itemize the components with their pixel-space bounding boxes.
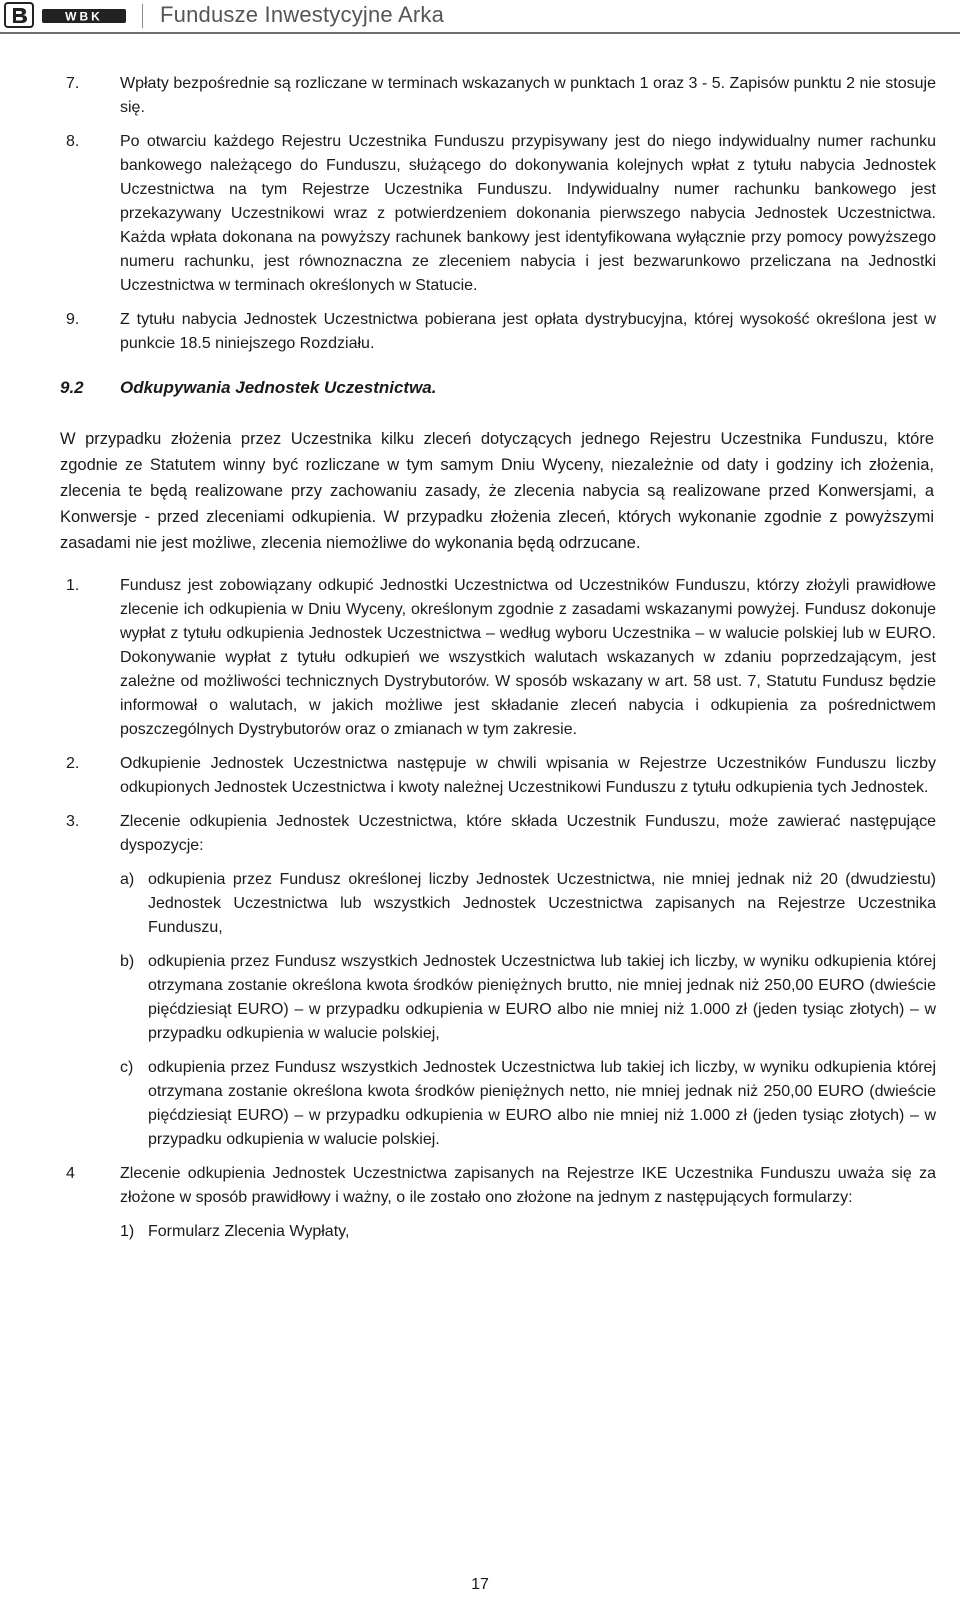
sub-item-1 (60, 1220, 936, 1244)
item-number: 7. (66, 75, 80, 92)
page-number: 17 (471, 1576, 489, 1593)
sub-item-c (60, 1056, 936, 1152)
item-number: 4 (66, 1165, 75, 1182)
item-text: Odkupienie Jednostek Uczestnictwa następuje w chwili wpisania w Rejestrze Uczestników Funduszu liczby odkupionych Jednostek Uczestnictwa i kwoty należnej Uczestnikowi Funduszu z tytułu odkupienia tych Jednostek. (120, 755, 936, 796)
document-body (60, 72, 936, 1254)
item-text: Zlecenie odkupienia Jednostek Uczestnictwa, które składa Uczestnik Funduszu, może zawierać następujące dyspozycje: (120, 813, 936, 854)
item-text: Fundusz jest zobowiązany odkupić Jednostki Uczestnictwa od Uczestników Funduszu, którzy złożyli prawidłowe zlecenie ich odkupienia w Dniu Wyceny, określonym zgodnie z zasadami wskazanymi powyżej. Fundusz dokonuje wypłat z tytułu odkupienia Jednostek Uczestnictwa – według wyboru Uczestnika – w walucie polskiej lub w EURO. Dokonywanie wypłat z tytułu odkupień we wszystkich walutach wskazanych w zdaniu poprzedzającym, jest zależne od możliwości technicznych Dystrybutorów. W sposób wskazany w art. 58 ust. 7, Statutu Fundusz będzie informował o walutach, w jakich możliwe jest składanie zleceń nabycia i odkupienia za pośrednictwem poszczególnych Dystrybutorów oraz o zmianach w tym zakresie. (120, 577, 936, 738)
section-heading (60, 376, 936, 400)
item-number: 2. (66, 755, 80, 772)
page-header (0, 0, 960, 32)
sub-item-text: odkupienia przez Fundusz określonej liczby Jednostek Uczestnictwa, nie mniej jednak niż 20 (dwudziestu) Jednostek Uczestnictwa lub wszystkich Jednostek Uczestnictwa zapisanych na Rejestrze Uczestnika Funduszu, (148, 871, 936, 936)
bank-logo-icon (4, 2, 34, 28)
item-number: 1. (66, 577, 80, 594)
sub-item-b (60, 950, 936, 1046)
item-text: Zlecenie odkupienia Jednostek Uczestnictwa zapisanych na Rejestrze IKE Uczestnika Funduszu uważa się za złożone w sposób prawidłowy i ważny, o ile zostało ono złożone na jednym z następujących formularzy: (120, 1165, 936, 1206)
list-item-3 (60, 810, 936, 858)
intro-paragraph: W przypadku złożenia przez Uczestnika kilku zleceń dotyczących jednego Rejestru Uczestnika Funduszu, które zgodnie ze Statutem winny być rozliczane w tym samym Dniu Wyceny, niezależnie od daty i godziny ich złożenia, zlecenia te będą realizowane przy zachowaniu zasady, że zlecenia nabycia są realizowane przed Konwersjami, a Konwersje - przed zleceniami odkupienia. W przypadku złożenia zleceń, których wykonanie zgodnie z powyższymi zasadami nie jest możliwe, zlecenia niemożliwe do wykonania będą odrzucane. (60, 430, 934, 552)
item-text: Wpłaty bezpośrednie są rozliczane w terminach wskazanych w punktach 1 oraz 3 - 5. Zapisów punktu 2 nie stosuje się. (120, 75, 936, 116)
sub-item-letter: c) (120, 1059, 134, 1076)
sub-item-letter: a) (120, 871, 135, 888)
sub-item-text: odkupienia przez Fundusz wszystkich Jednostek Uczestnictwa lub takiej ich liczby, w wyniku odkupienia której otrzymana zostanie określona kwota środków pieniężnych brutto, nie mniej jednak niż 250,00 EURO (dwieście pięćdziesiąt EURO) – w przypadku odkupienia w EURO albo nie mniej niż 1.000 zł (jeden tysiąc złotych) – w przypadku odkupienia w walucie polskiej, (148, 953, 936, 1042)
list-item-9 (60, 308, 936, 356)
item-text: Z tytułu nabycia Jednostek Uczestnictwa pobierana jest opłata dystrybucyjna, której wysokość określona jest w punkcie 18.5 niniejszego Rozdziału. (120, 311, 936, 352)
section-title: Odkupywania Jednostek Uczestnictwa. (120, 378, 437, 397)
item-text: Po otwarciu każdego Rejestru Uczestnika Funduszu przypisywany jest do niego indywidualny numer rachunku bankowego należącego do Funduszu, służącego do dokonywania kolejnych wpłat z tytułu nabycia Jednostek Uczestnictwa na tym Rejestrze Uczestnika Funduszu. Indywidualny numer rachunku bankowego jest przekazywany Uczestnikowi wraz z potwierdzeniem dokonania pierwszego nabycia Jednostek Uczestnictwa. Każda wpłata dokonana na powyższy rachunek bankowy jest identyfikowana wyłącznie przy pomocy powyższego numeru rachunku, jest równoznaczna ze zleceniem nabycia i jest bezwarunkowo przeliczana na Jednostki Uczestnictwa w terminach określonych w Statucie. (120, 133, 936, 294)
header-rule (0, 32, 960, 34)
list-item-4 (60, 1162, 936, 1210)
item-number: 9. (66, 311, 80, 328)
svg-text:WBK: WBK (65, 9, 103, 24)
item-number: 3. (66, 813, 80, 830)
list-item-7 (60, 72, 936, 120)
sub-item-letter: 1) (120, 1223, 135, 1240)
sub-item-text: odkupienia przez Fundusz wszystkich Jednostek Uczestnictwa lub takiej ich liczby, w wyniku odkupienia której otrzymana zostanie określona kwota środków pieniężnych netto, nie mniej jednak niż 250,00 EURO (dwieście pięćdziesiąt EURO) – w przypadku odkupienia w EURO albo nie mniej niż 1.000 zł (jeden tysiąc złotych) – w przypadku odkupienia w walucie polskiej. (148, 1059, 936, 1148)
item-number: 8. (66, 133, 80, 150)
header-divider (142, 4, 143, 28)
sub-item-letter: b) (120, 953, 135, 970)
header-title: Fundusze Inwestycyjne Arka (160, 2, 445, 27)
list-item-8 (60, 130, 936, 298)
sub-item-a (60, 868, 936, 940)
section-number: 9.2 (60, 378, 84, 397)
sub-item-text: Formularz Zlecenia Wypłaty, (148, 1223, 350, 1240)
list-item-1 (60, 574, 936, 742)
list-item-2 (60, 752, 936, 800)
wbk-wordmark (42, 8, 126, 24)
